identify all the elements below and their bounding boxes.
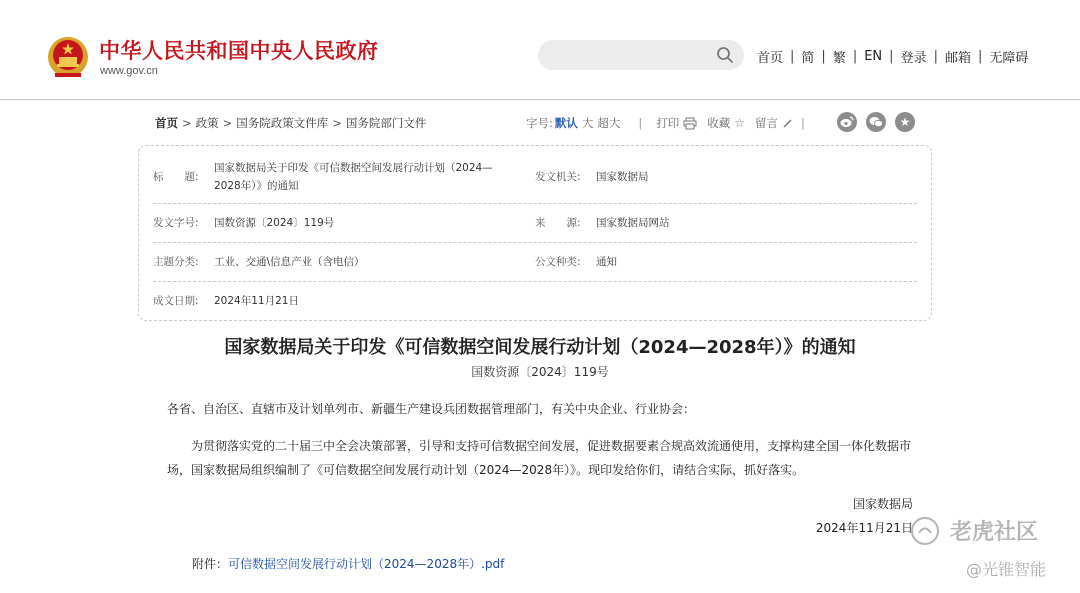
search-input[interactable] (538, 40, 708, 70)
type-label: 公文种类: (535, 256, 581, 268)
weibo-icon[interactable] (837, 112, 857, 132)
nav-english[interactable]: EN (864, 49, 883, 64)
font-default-button[interactable]: 默认 (554, 116, 578, 130)
issuer-value: 国家数据局 (596, 171, 649, 183)
docno-label: 发文字号: (153, 217, 199, 229)
issuer-label: 发文机关: (535, 171, 581, 183)
breadcrumb-policy-library[interactable]: 国务院政策文件库 (236, 116, 329, 130)
article-date: 2024年11月21日 (815, 521, 913, 535)
info-row-title (153, 150, 917, 204)
source-value: 国家数据局网站 (596, 217, 670, 229)
docno-value: 国数资源〔2024〕119号 (214, 217, 335, 229)
breadcrumb-arrow: > (182, 116, 192, 130)
font-large-button[interactable]: 大 (581, 116, 594, 130)
article-signature: 国家数据局 (852, 497, 913, 511)
watermark-brand (910, 515, 1038, 546)
tools-divider: | (801, 116, 805, 130)
site-name[interactable]: 中华人民共和国中央人民政府 (99, 39, 379, 63)
document-info-box (138, 145, 932, 321)
nav-home[interactable]: 首页 (757, 51, 784, 66)
title-value: 国家数据局关于印发《可信数据空间发展行动计划（2024—2028年）》的通知 (214, 162, 493, 192)
breadcrumb-home[interactable]: 首页 (155, 116, 178, 130)
attachment-link[interactable]: 可信数据空间发展行动计划（2024—2028年）.pdf (228, 557, 505, 571)
article-doc-number: 国数资源〔2024〕119号 (471, 365, 609, 379)
attachment (192, 555, 504, 572)
source-label: 来 源: (535, 217, 581, 229)
star-circle-icon[interactable]: ★ (895, 112, 915, 132)
nav-simplified[interactable]: 简 (801, 51, 815, 66)
star-icon[interactable]: ☆ (734, 116, 746, 130)
nav-login[interactable]: 登录 (900, 51, 927, 66)
font-xlarge-button[interactable]: 超大 (597, 116, 621, 130)
watermark-brand-text: 老虎社区 (950, 520, 1039, 545)
tiger-logo-icon (910, 516, 940, 546)
article-tools (526, 115, 805, 131)
topic-label: 主题分类: (153, 256, 199, 268)
date-value: 2024年11月21日 (214, 295, 299, 307)
attachment-label: 附件： (192, 557, 229, 571)
article-salutation: 各省、自治区、直辖市及计划单列市、新疆生产建设兵团数据管理部门，有关中央企业、行业协会： (167, 402, 696, 416)
breadcrumb-arrow: > (222, 116, 233, 130)
info-row-docno (153, 204, 917, 243)
tools-divider: | (638, 116, 643, 130)
info-row-topic (153, 243, 917, 282)
nav-separator: | (821, 49, 826, 64)
site-url: www.gov.cn (100, 65, 158, 77)
breadcrumb-arrow: > (332, 116, 342, 130)
print-button[interactable]: 打印 (656, 116, 680, 130)
comment-button[interactable]: 留言 (755, 116, 779, 130)
wechat-icon[interactable] (866, 112, 886, 132)
breadcrumb (155, 115, 426, 131)
info-row-date (153, 282, 917, 321)
printer-icon[interactable] (683, 117, 697, 130)
nav-accessibility[interactable]: 无障碍 (989, 51, 1029, 66)
breadcrumb-policy[interactable]: 政策 (195, 116, 219, 130)
nav-separator: | (977, 49, 983, 64)
search-icon[interactable] (716, 46, 734, 64)
breadcrumb-dept-docs[interactable]: 国务院部门文件 (345, 116, 427, 130)
share-icons (837, 112, 924, 132)
title-label: 标 题: (153, 171, 199, 183)
article-body: 为贯彻落实党的二十届三中全会决策部署，引导和支持可信数据空间发展，促进数据要素合规高效流通使用，支撑构建全国一体化数据市场，国家数据局组织编制了《可信数据空间发展行动计划（2024—2028年）》。现印发给你们，请结合实际，抓好落实。 (167, 439, 912, 477)
pencil-icon[interactable] (782, 118, 793, 129)
nav-separator: | (852, 49, 858, 64)
nav-separator: | (933, 49, 938, 64)
site-header (0, 0, 1080, 100)
national-emblem-icon[interactable] (47, 35, 89, 79)
nav-separator: | (790, 49, 795, 64)
nav-mail[interactable]: 邮箱 (944, 51, 971, 66)
font-size-label: 字号: (526, 116, 553, 130)
type-value: 通知 (596, 256, 617, 268)
nav-separator: | (889, 49, 894, 64)
date-label: 成文日期: (153, 295, 199, 307)
top-nav (757, 47, 1028, 66)
nav-traditional[interactable]: 繁 (832, 51, 846, 66)
article-title: 国家数据局关于印发《可信数据空间发展行动计划（2024—2028年）》的通知 (224, 337, 856, 358)
search-box (538, 40, 744, 70)
watermark-account: @光锥智能 (966, 560, 1047, 579)
favorite-button[interactable]: 收藏 (707, 116, 731, 130)
topic-value: 工业、交通\信息产业（含电信） (214, 256, 365, 268)
